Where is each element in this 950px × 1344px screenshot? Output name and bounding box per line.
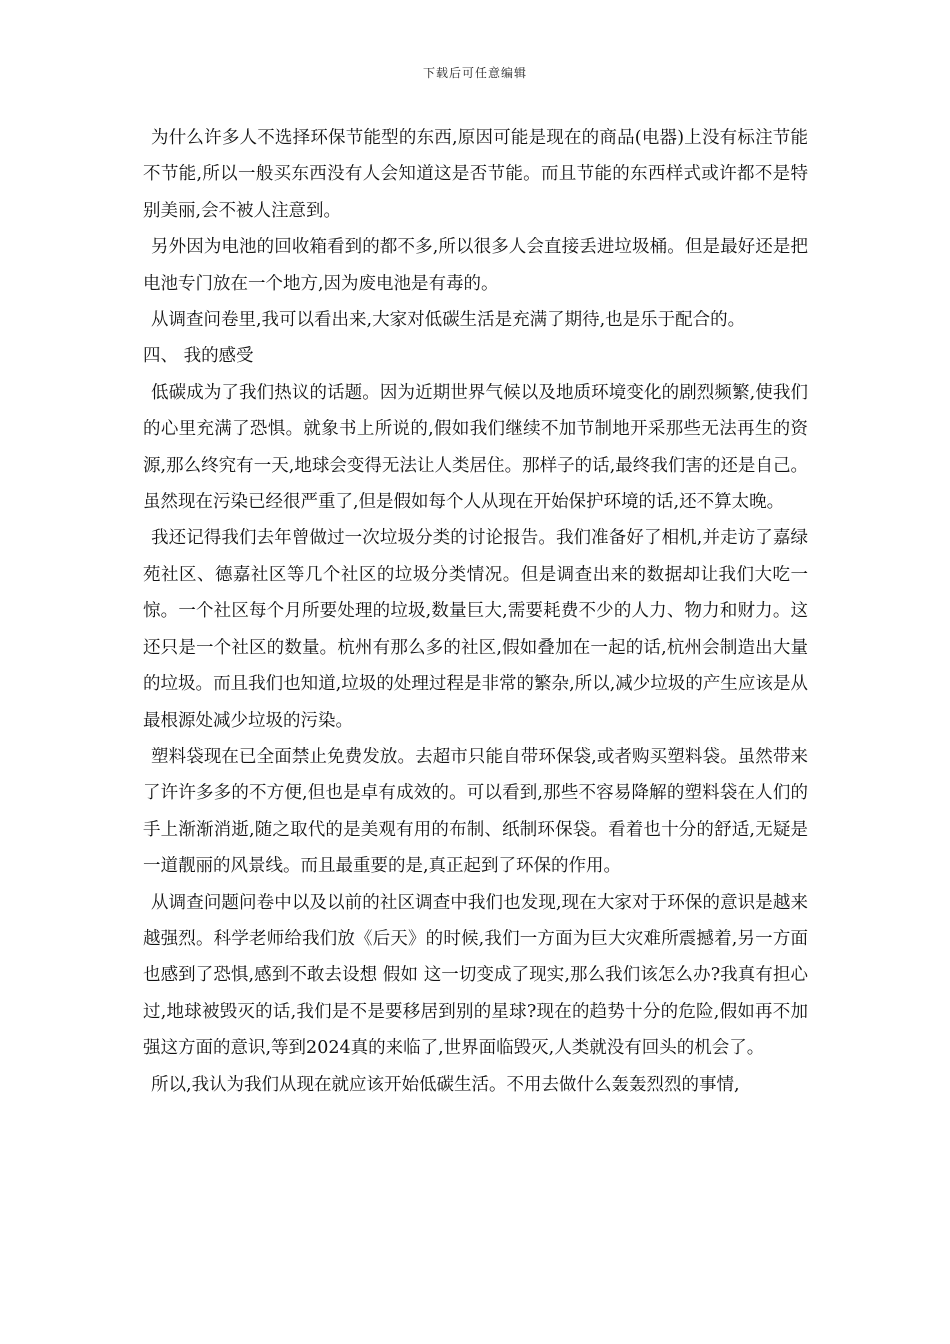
- paragraph-plastic-bags: 塑料袋现在已全面禁止免费发放。去超市只能自带环保袋,或者购买塑料袋。虽然带来了许许多多的不方便,但也是卓有成效的。可以看到,那些不容易降解的塑料袋在人们的手上渐渐消逝,随之取代的是美观有用的布制、纸制环保袋。看着也十分的舒适,无疑是一道靓丽的风景线。而且最重要的是,真正起到了环保的作用。: [143, 746, 808, 877]
- paragraph-low-carbon-topic: 低碳成为了我们热议的话题。因为近期世界气候以及地质环境变化的剧烈频繁,使我们的心里充满了恐惧。就象书上所说的,假如我们继续不加节制地开采那些无法再生的资源,那么终究有一天,地球会变得无法让人类居住。那样子的话,最终我们害的还是自己。虽然现在污染已经很严重了,但是假如每个人从现在开始保护环境的话,还不算太晚。: [143, 382, 808, 513]
- page-header: 下载后可任意编辑: [422, 66, 527, 80]
- document-body: [143, 120, 808, 1103]
- paragraph-awareness: 从调查问题问卷中以及以前的社区调查中我们也发现,现在大家对于环保的意识是越来越强烈。科学老师给我们放《后天》的时候,我们一方面为巨大灾难所震撼着,另一方面也感到了恐惧,感到不敢去设想 假如 这一切变成了现实,那么我们该怎么办?我真有担心过,地球被毁灭的话,我们是不是要移居到别的星球?现在的趋势十分的危险,假如再不加强这方面的意识,等到2024真的来临了,世界面临毁灭,人类就没有回头的机会了。: [143, 892, 808, 1059]
- section-heading-feelings: 四、 我的感受: [143, 346, 254, 367]
- paragraph-garbage-sorting: 我还记得我们去年曾做过一次垃圾分类的讨论报告。我们准备好了相机,并走访了嘉绿苑社区、德嘉社区等几个社区的垃圾分类情况。但是调查出来的数据却让我们大吃一惊。一个社区每个月所要处理的垃圾,数量巨大,需要耗费不少的人力、物力和财力。这还只是一个社区的数量。杭州有那么多的社区,假如叠加在一起的话,杭州会制造出大量的垃圾。而且我们也知道,垃圾的处理过程是非常的繁杂,所以,减少垃圾的产生应该是从最根源处减少垃圾的污染。: [143, 528, 808, 731]
- paragraph-battery-recycling: 另外因为电池的回收箱看到的都不多,所以很多人会直接丢进垃圾桶。但是最好还是把电池专门放在一个地方,因为废电池是有毒的。: [143, 237, 808, 294]
- paragraph-energy-saving: 为什么许多人不选择环保节能型的东西,原因可能是现在的商品(电器)上没有标注节能不节能,所以一般买东西没有人会知道这是否节能。而且节能的东西样式或许都不是特别美丽,会不被人注意到。: [143, 128, 808, 221]
- paragraph-conclusion: 所以,我认为我们从现在就应该开始低碳生活。不用去做什么轰轰烈烈的事情,: [151, 1074, 740, 1095]
- paragraph-survey-conclusion: 从调查问卷里,我可以看出来,大家对低碳生活是充满了期待,也是乐于配合的。: [151, 310, 746, 331]
